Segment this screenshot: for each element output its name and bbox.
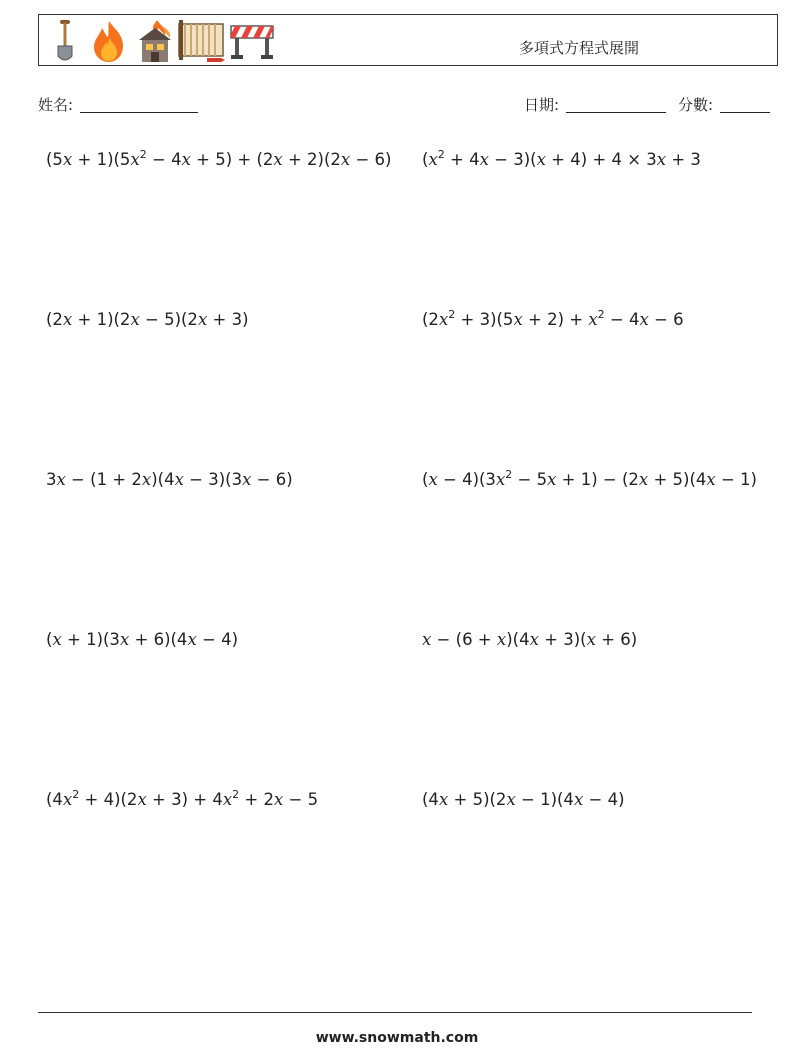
problem-3: (2x + 1)(2x − 5)(2x + 3) [46,310,249,329]
shovel-icon [53,18,77,64]
fire-hose-icon [177,18,227,64]
footer-website: www.snowmath.com [315,1030,479,1046]
fire-icon [89,18,129,64]
score-line[interactable] [720,112,770,113]
problem-6: $(x - 4)(3x^2 - 5x + 1) - (2x + 5)(4x - 1)$ [422,468,757,489]
problem-4: $(2x^2 + 3)(5x + 2) + x^2 - 4x - 6$ [422,308,684,329]
worksheet-title: 多項式方程式展開 [519,39,640,57]
problem-2: $(x^2 + 4x - 3)(x + 4) + 4 \times 3x + 3$ [422,148,701,169]
score-label: 分數: [678,96,714,114]
problem-7: (x + 1)(3x + 6)(4x − 4) [46,630,238,649]
road-barrier-icon [229,18,275,64]
burning-house-icon [135,18,175,64]
problem-10: (4x + 5)(2x − 1)(4x − 4) [422,790,625,809]
date-label: 日期: [524,96,560,114]
problem-5: 3x − (1 + 2x)(4x − 3)(3x − 6) [46,470,293,489]
name-line[interactable] [80,112,198,113]
footer-rule [38,1012,752,1013]
name-label: 姓名: [38,96,74,114]
problem-8: x − (6 + x)(4x + 3)(x + 6) [422,630,638,649]
date-line[interactable] [566,112,666,113]
problem-1: $(5x + 1)(5x^2 - 4x + 5) + (2x + 2)(2x - 6)$ [46,148,392,169]
worksheet-header [38,14,778,66]
problem-9: $(4x^2 + 4)(2x + 3) + 4x^2 + 2x - 5$ [46,788,319,809]
